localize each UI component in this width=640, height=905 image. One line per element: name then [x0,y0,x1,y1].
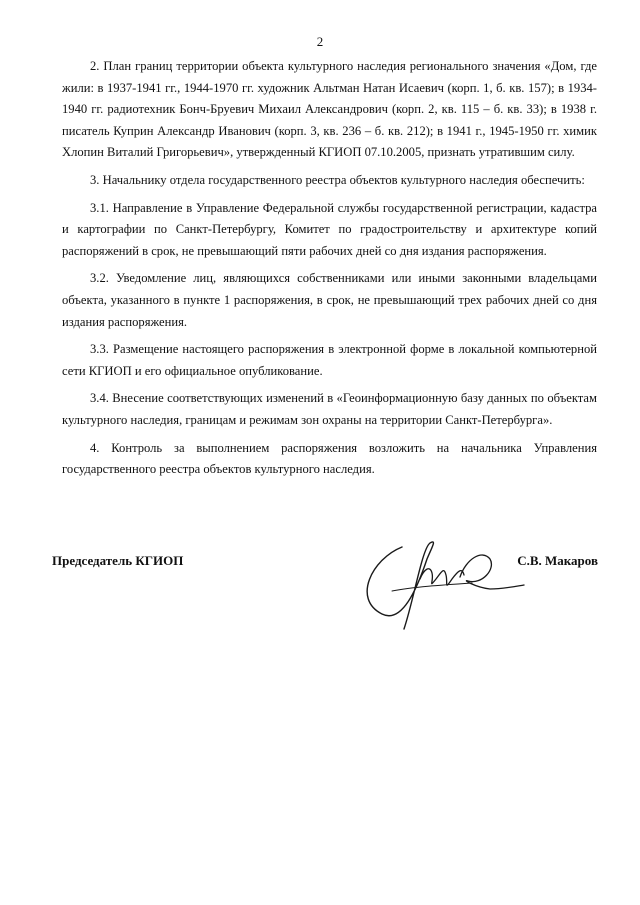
paragraph-3-2-notification: 3.2. Уведомление лиц, являющихся собственниками или иными законными владельцами объекта, указанного в пункте 1 распоряжения, в срок, не превышающий трех рабочих дней со дня издания распоряжения. [62,271,597,329]
paragraph-4-control: 4. Контроль за выполнением распоряжения возложить на начальника Управления государственного реестра объектов культурного наследия. [62,440,597,477]
paragraph-2-boundary-plan: 2. План границ территории объекта культурного наследия регионального значения «Дом, где жили: в 1937-1941 гг., 1944-1970 гг. художник Альтман Натан Исаевич (корп. 1, б. кв. 157); в 1934-1940 гг. радиотехник Бонч-Бруевич Михаил Александрович (корп. 2, кв. 115 – б. кв. 33); в 1938 г. писатель Куприн Александр Иванович (корп. 3, кв. 236 – б. кв. 212); в 1941 г., 1945-1950 гг. химик Хлопин Виталий Григорьевич», утвержденный КГИОП 07.10.2005, признать утратившим силу. [62,59,597,160]
page-number: 2 [316,34,324,49]
handwritten-signature [332,529,532,639]
document-body [62,56,597,487]
paragraph-3-department-head: 3. Начальнику отдела государственного реестра объектов культурного наследия обеспечить: [90,172,585,187]
paragraph-3-4-gis-database: 3.4. Внесение соответствующих изменений в «Геоинформационную базу данных по объектам культурного наследия, границам и режимам зон охраны на территории Санкт-Петербурга». [62,391,597,427]
signature-block [52,549,598,649]
paragraph-3-1-copies: 3.1. Направление в Управление Федеральной службы государственной регистрации, кадастра и картографии по Санкт-Петербургу, Комитет по градостроительству и архитектуре копий распоряжений в срок, не превышающий пяти рабочих дней со дня издания распоряжения. [62,200,597,258]
paragraph-3-3-publication: 3.3. Размещение настоящего распоряжения в электронной форме в локальной компьютерной сети КГИОП и его официальное опубликование. [62,342,597,378]
signer-name: С.В. Макаров [517,553,598,568]
signer-title: Председатель КГИОП [52,553,184,568]
